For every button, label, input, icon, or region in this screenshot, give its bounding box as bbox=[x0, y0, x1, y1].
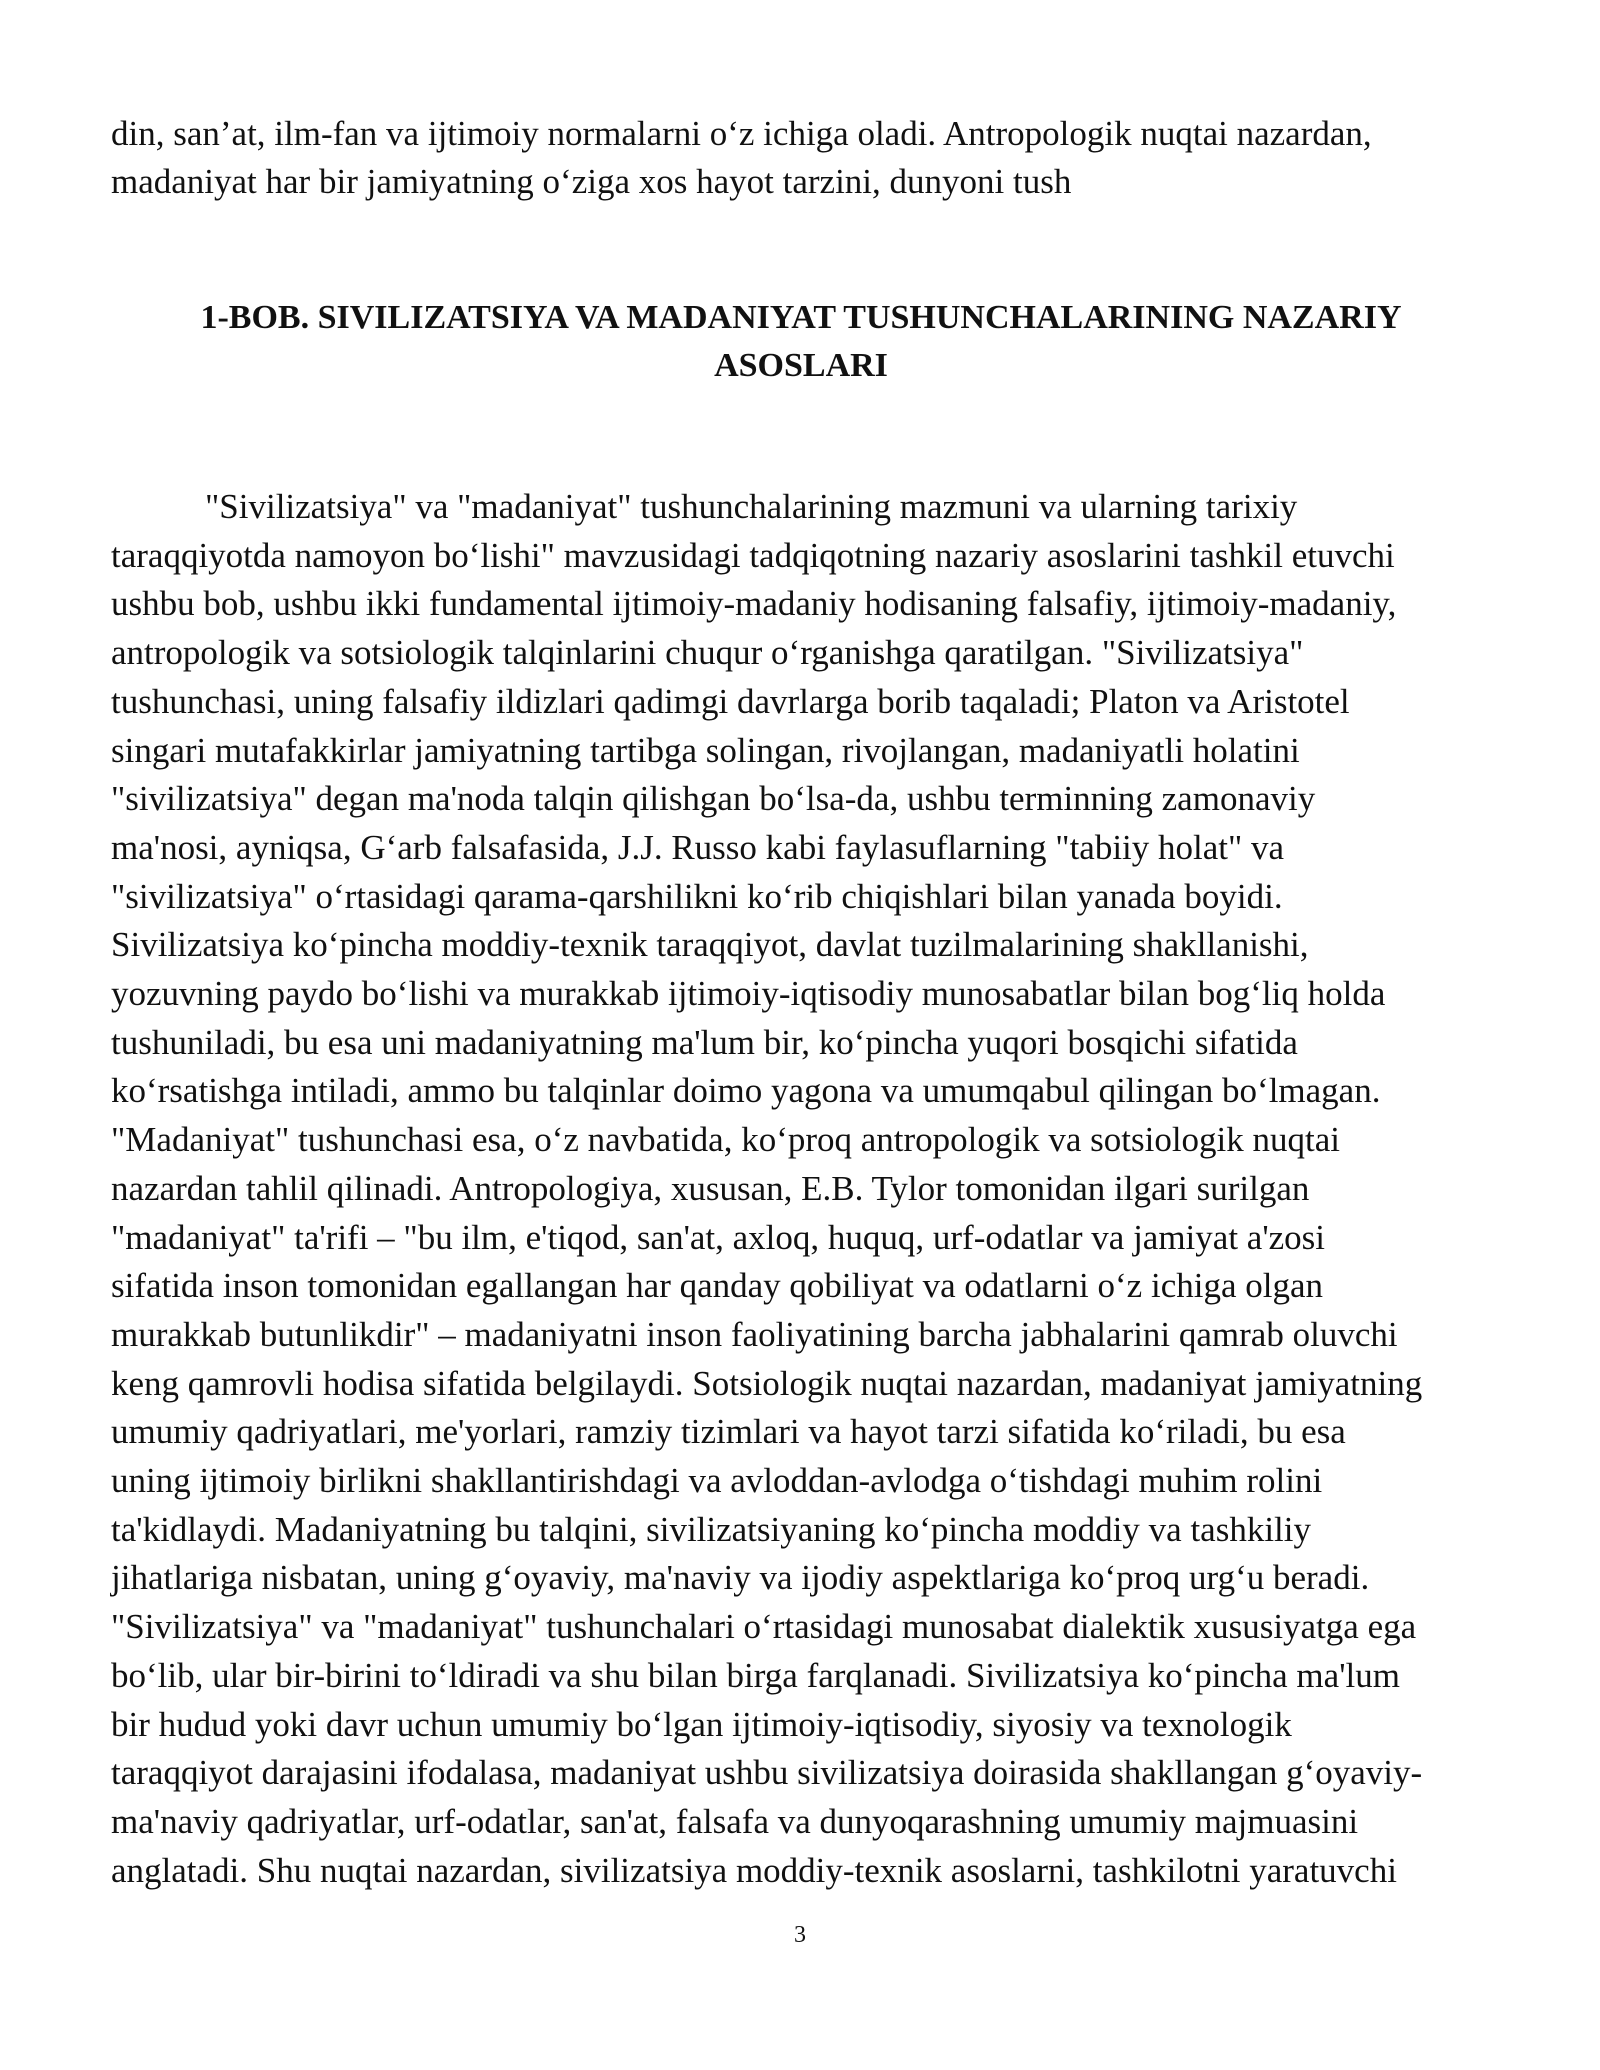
text-line: Sivilizatsiya ko‘pincha moddiy-texnik taraqqiyot, davlat tuzilmalarining shakllanishi, bbox=[111, 925, 1309, 965]
text-line: nazardan tahlil qilinadi. Antropologiya, xususan, E.B. Tylor tomonidan ilgari surilgan bbox=[111, 1168, 1310, 1208]
text-line: keng qamrovli hodisa sifatida belgilaydi. Sotsiologik nuqtai nazardan, madaniyat jamiyatning bbox=[111, 1363, 1423, 1403]
text-line: tushunchasi, uning falsafiy ildizlari qadimgi davrlarga borib taqaladi; Platon va Aristotel bbox=[111, 681, 1350, 721]
chapter-title-line-2: ASOSLARI bbox=[714, 347, 888, 384]
page-number: 3 bbox=[794, 1922, 806, 1948]
text-line: antropologik va sotsiologik talqinlarini chuqur o‘rganishga qaratilgan. "Sivilizatsiya" bbox=[111, 633, 1304, 673]
text-line: ushbu bob, ushbu ikki fundamental ijtimoiy-madaniy hodisaning falsafiy, ijtimoiy-madaniy, bbox=[111, 584, 1397, 624]
text-line: singari mutafakkirlar jamiyatning tartibga solingan, rivojlangan, madaniyatli holatini bbox=[111, 730, 1300, 770]
text-line: "Madaniyat" tushunchasi esa, o‘z navbatida, ko‘proq antropologik va sotsiologik nuqtai bbox=[111, 1120, 1341, 1160]
text-line: taraqqiyotda namoyon bo‘lishi" mavzusidagi tadqiqotning nazariy asoslarini tashkil etuvchi bbox=[111, 535, 1395, 575]
text-line: umumiy qadriyatlari, me'yorlari, ramziy tizimlari va hayot tarzi sifatida ko‘riladi, bu esa bbox=[111, 1412, 1346, 1452]
chapter-title-line-1: 1-BOB. SIVILIZATSIYA VA MADANIYAT TUSHUNCHALARINING NAZARIY bbox=[200, 299, 1402, 336]
text-line: tushuniladi, bu esa uni madaniyatning ma'lum bir, ko‘pincha yuqori bosqichi sifatida bbox=[111, 1022, 1298, 1062]
intro-paragraph bbox=[111, 110, 1491, 206]
text-line: madaniyat har bir jamiyatning o‘ziga xos hayot tarzini, dunyoni tush bbox=[111, 162, 1072, 201]
text-line: "Sivilizatsiya" va "madaniyat" tushunchalari o‘rtasidagi munosabat dialektik xususiyatga ega bbox=[111, 1607, 1417, 1647]
text-line: jihatlariga nisbatan, uning g‘oyaviy, ma'naviy va ijodiy aspektlariga ko‘proq urg‘u beradi. bbox=[111, 1558, 1370, 1598]
text-line: ta'kidlaydi. Madaniyatning bu talqini, sivilizatsiyaning ko‘pincha moddiy va tashkiliy bbox=[111, 1509, 1311, 1549]
text-line: ma'nosi, ayniqsa, G‘arb falsafasida, J.J. Russo kabi faylasuflarning "tabiiy holat" va bbox=[111, 827, 1285, 867]
text-line: taraqqiyot darajasini ifodalasa, madaniyat ushbu sivilizatsiya doirasida shakllangan g‘oyaviy- bbox=[111, 1753, 1423, 1793]
text-line: uning ijtimoiy birlikni shakllantirishdagi va avloddan-avlodga o‘tishdagi muhim rolini bbox=[111, 1461, 1323, 1501]
text-line: bo‘lib, ular bir-birini to‘ldiradi va shu bilan birga farqlanadi. Sivilizatsiya ko‘pincha ma'lum bbox=[111, 1655, 1400, 1695]
text-line: ma'naviy qadriyatlar, urf-odatlar, san'at, falsafa va dunyoqarashning umumiy majmuasini bbox=[111, 1801, 1359, 1841]
body-paragraph bbox=[111, 483, 1491, 1895]
chapter-title bbox=[111, 294, 1491, 390]
text-line: din, san’at, ilm-fan va ijtimoiy normalarni o‘z ichiga oladi. Antropologik nuqtai nazardan, bbox=[111, 114, 1372, 153]
text-line: "madaniyat" ta'rifi – "bu ilm, e'tiqod, san'at, axloq, huquq, urf-odatlar va jamiyat a'zosi bbox=[111, 1217, 1326, 1257]
text-line: anglatadi. Shu nuqtai nazardan, sivilizatsiya moddiy-texnik asoslarni, tashkilotni yaratuvchi bbox=[111, 1850, 1397, 1890]
text-line: "Sivilizatsiya" va "madaniyat" tushunchalarining mazmuni va ularning tarixiy bbox=[205, 487, 1298, 526]
text-line: "sivilizatsiya" degan ma'noda talqin qilishgan bo‘lsa-da, ushbu terminning zamonaviy bbox=[111, 779, 1316, 819]
text-line: yozuvning paydo bo‘lishi va murakkab ijtimoiy-iqtisodiy munosabatlar bilan bog‘liq holda bbox=[111, 974, 1386, 1014]
text-line: murakkab butunlikdir" – madaniyatni inson faoliyatining barcha jabhalarini qamrab oluvchi bbox=[111, 1314, 1398, 1354]
text-line: sifatida inson tomonidan egallangan har qanday qobiliyat va odatlarni o‘z ichiga olgan bbox=[111, 1266, 1323, 1306]
text-line: bir hudud yoki davr uchun umumiy bo‘lgan ijtimoiy-iqtisodiy, siyosiy va texnologik bbox=[111, 1704, 1292, 1744]
text-line: "sivilizatsiya" o‘rtasidagi qarama-qarshilikni ko‘rib chiqishlari bilan yanada boyidi. bbox=[111, 876, 1283, 916]
text-line: ko‘rsatishga intiladi, ammo bu talqinlar doimo yagona va umumqabul qilingan bo‘lmagan. bbox=[111, 1071, 1381, 1111]
